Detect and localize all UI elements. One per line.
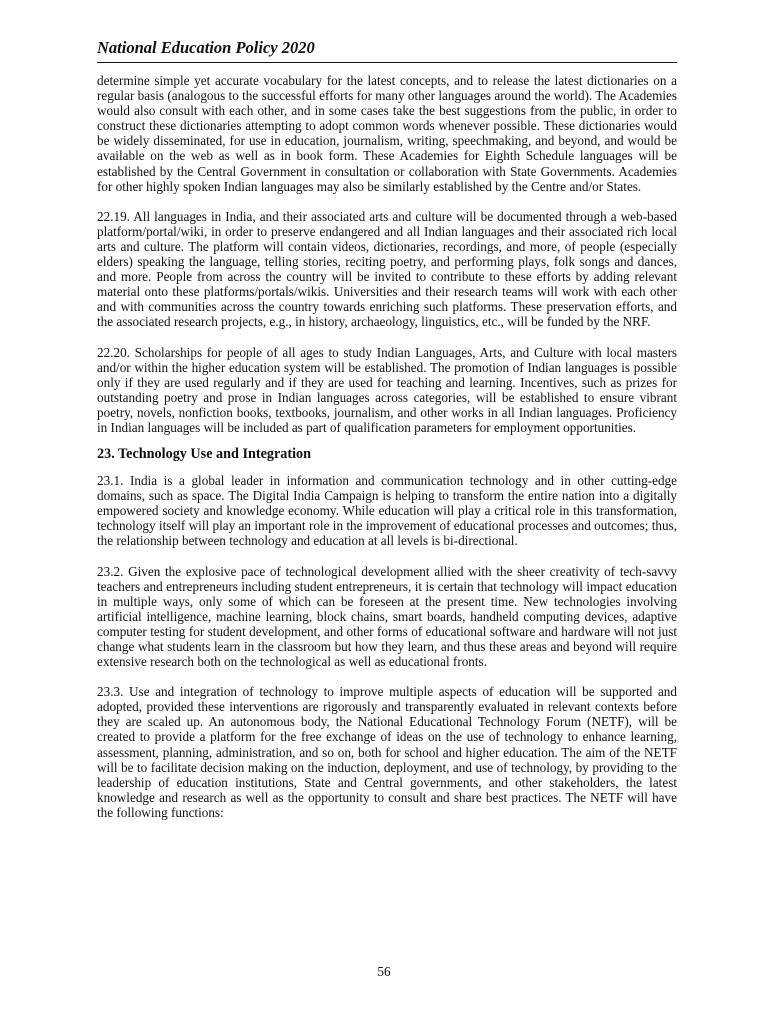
paragraph-22-20: 22.20. Scholarships for people of all ages to study Indian Languages, Arts, and Culture with local masters and/or within the higher education system will be established. The promotion of Indian languages is possible only if they are used regularly and if they are used for teaching and learning. Incentives, such as prizes for outstanding poetry and prose in Indian languages across categories, will be established to ensure vibrant poetry, novels, nonfiction books, textbooks, journalism, and other works in all Indian languages. Proficiency in Indian languages will be included as part of qualification parameters for employment opportunities. <box>97 344 677 435</box>
heading-spacer <box>97 463 677 473</box>
paragraph-continued: determine simple yet accurate vocabulary for the latest concepts, and to release the latest dictionaries on a regular basis (analogous to the successful efforts for many other languages around the world). The Academies would also consult with each other, and in some cases take the best suggestions from the public, in order to construct these dictionaries attempting to adopt common words whenever possible. These dictionaries would be widely disseminated, for use in education, journalism, writing, speechmaking, and beyond, and would be available on the web as well as in book form. These Academies for Eighth Schedule languages will be established by the Central Government in consultation or collaboration with State Governments. Academies for other highly spoken Indian languages may also be similarly established by the Centre and/or States. <box>97 73 677 194</box>
paragraph-23-1: 23.1. India is a global leader in information and communication technology and in other cutting-edge domains, such as space. The Digital India Campaign is helping to transform the entire nation into a digitally empowered society and knowledge economy. While education will play a critical role in this transformation, technology itself will play an important role in the improvement of educational processes and outcomes; thus, the relationship between technology and education at all levels is bi-directional. <box>97 473 677 549</box>
paragraph-spacer <box>97 194 677 209</box>
paragraph-23-3: 23.3. Use and integration of technology to improve multiple aspects of education will be supported and adopted, provided these interventions are rigorously and transparently evaluated in relevant contexts before they are scaled up. An autonomous body, the National Educational Technology Forum (NETF), will be created to provide a platform for the free exchange of ideas on the use of technology to enhance learning, assessment, planning, administration, and so on, both for school and higher education. The aim of the NETF will be to facilitate decision making on the induction, deployment, and use of technology, by providing to the leadership of education institutions, State and Central governments, and other stakeholders, the latest knowledge and research as well as the opportunity to consult and share best practices. The NETF will have the following functions: <box>97 684 677 820</box>
paragraph-23-2: 23.2. Given the explosive pace of technological development allied with the sheer creativity of tech-savvy teachers and entrepreneurs including student entrepreneurs, it is certain that technology will impact education in multiple ways, only some of which can be foreseen at the present time. New technologies involving artificial intelligence, machine learning, block chains, smart boards, handheld computing devices, adaptive computer testing for student development, and other forms of educational software and hardware will not just change what students learn in the classroom but how they learn, and thus these areas and beyond will require extensive research both on the technological as well as educational fronts. <box>97 563 677 670</box>
paragraph-spacer <box>97 549 677 564</box>
paragraph-spacer <box>97 669 677 684</box>
heading-spacer <box>97 435 677 445</box>
page-number: 56 <box>377 964 391 979</box>
paragraph-spacer <box>97 330 677 345</box>
section-heading-23: 23. Technology Use and Integration <box>97 446 312 463</box>
page-body <box>97 73 677 820</box>
paragraph-22-19: 22.19. All languages in India, and their associated arts and culture will be documented through a web-based platform/portal/wiki, in order to preserve endangered and all Indian languages and their associated rich local arts and culture. The platform will contain videos, dictionaries, recordings, and more, of people (especially elders) speaking the language, telling stories, reciting poetry, and performing plays, folk songs and dances, and more. People from across the country will be invited to contribute to these efforts by adding relevant material onto these platforms/portals/wikis. Universities and their research teams will work with each other and with communities across the country towards enriching such platforms. These preservation efforts, and the associated research projects, e.g., in history, archaeology, linguistics, etc., will be funded by the NRF. <box>97 208 677 330</box>
running-header-title: National Education Policy 2020 <box>97 38 677 63</box>
